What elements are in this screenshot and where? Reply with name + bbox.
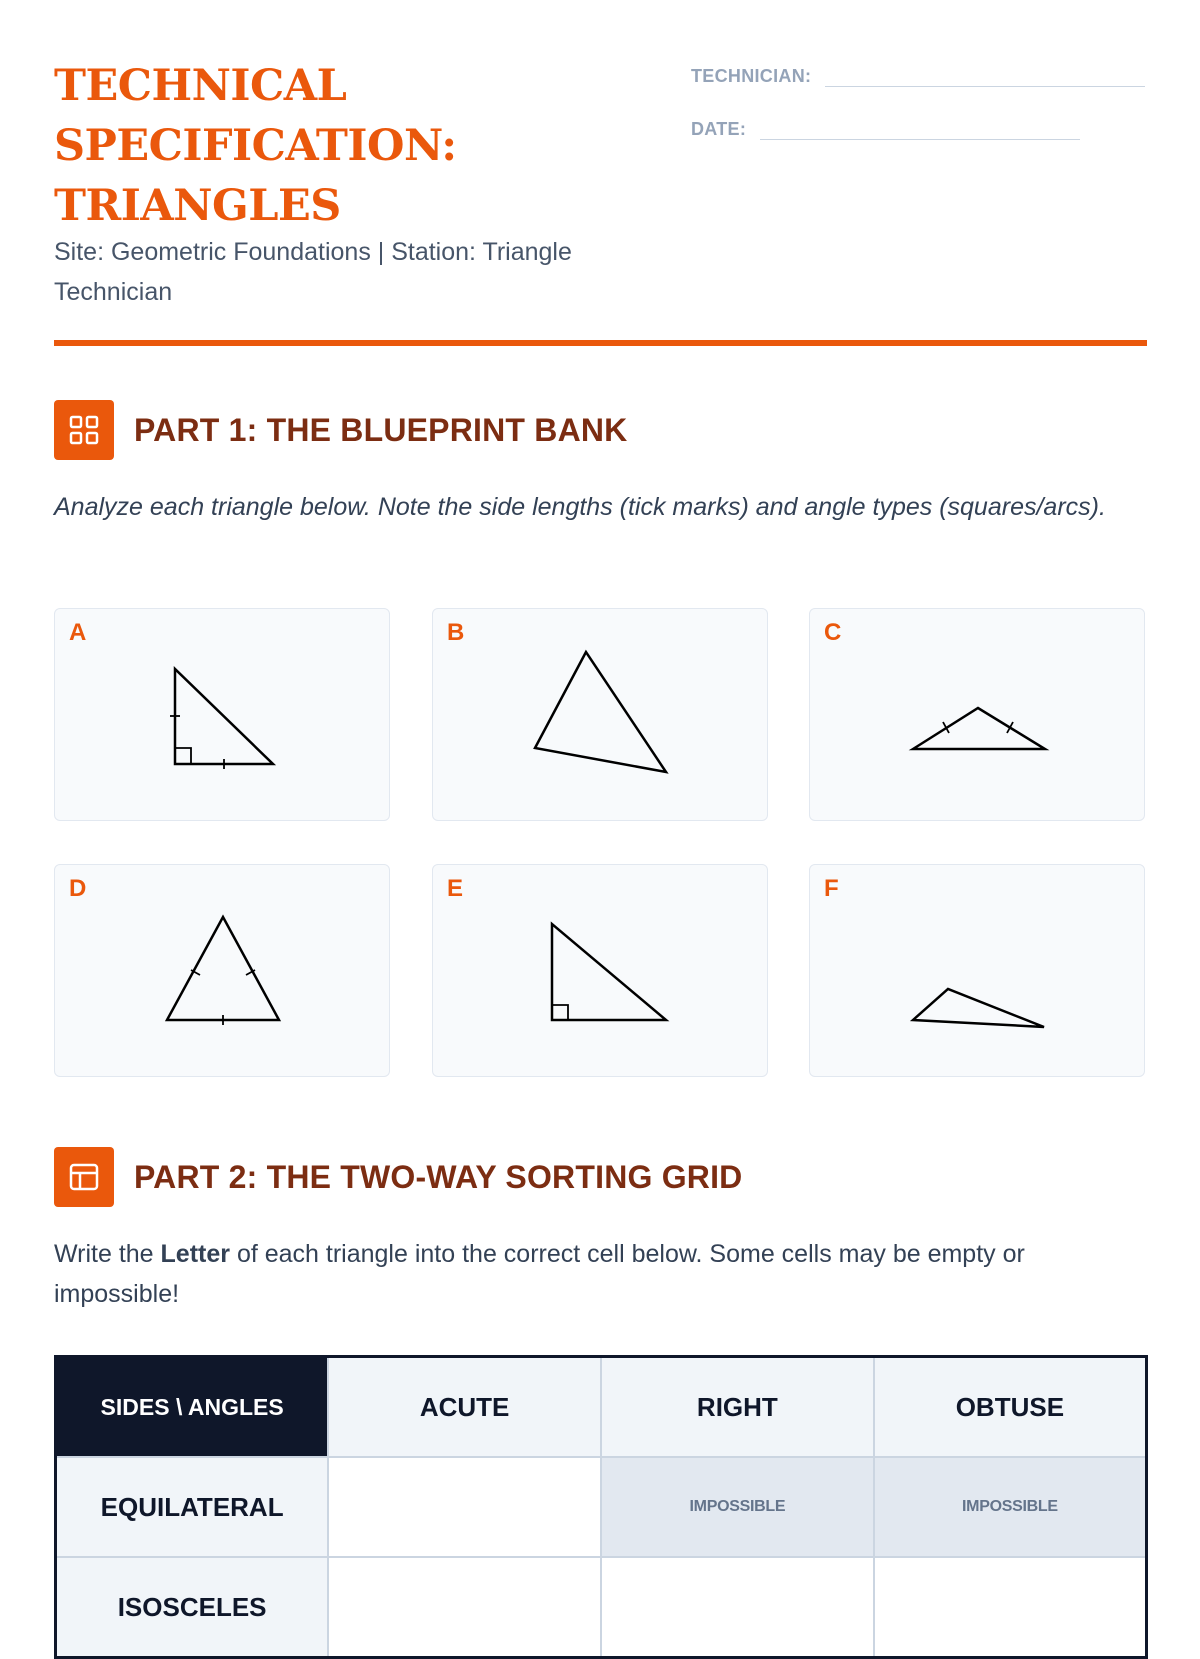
triangle-card-e xyxy=(432,864,768,1077)
triangle-card-d xyxy=(54,864,390,1077)
triangle-card-a xyxy=(54,608,390,821)
column-header-acute: ACUTE xyxy=(328,1357,601,1458)
card-letter: C xyxy=(824,619,842,646)
cell-equilateral-obtuse: IMPOSSIBLE xyxy=(874,1457,1147,1557)
cell-isosceles-obtuse[interactable] xyxy=(874,1557,1147,1658)
cell-equilateral-right: IMPOSSIBLE xyxy=(601,1457,874,1557)
title-line-3: TRIANGLES xyxy=(54,181,341,231)
part2-header xyxy=(54,1147,743,1207)
grid-row-isosceles xyxy=(56,1557,1147,1658)
instruction-text-rest: of each triangle into the correct cell below. Some cells may be empty or impossible! xyxy=(54,1240,1025,1308)
sorting-grid xyxy=(54,1355,1148,1659)
scalene-acute-triangle-b-figure xyxy=(433,609,769,822)
part1-header xyxy=(54,400,628,460)
column-header-right: RIGHT xyxy=(601,1357,874,1458)
technician-input-line[interactable] xyxy=(825,62,1145,87)
page-title xyxy=(54,56,614,236)
row-header-isosceles: ISOSCELES xyxy=(56,1557,329,1658)
page-subtitle: Site: Geometric Foundations | Station: Triangle Technician xyxy=(54,238,572,306)
card-letter: B xyxy=(447,619,465,646)
equilateral-triangle-d-figure xyxy=(55,865,391,1078)
technician-field xyxy=(691,62,1145,87)
instruction-bold-letter: Letter xyxy=(160,1240,230,1268)
title-line-2: SPECIFICATION: xyxy=(54,121,457,171)
card-letter: D xyxy=(69,875,87,902)
card-letter: E xyxy=(447,875,464,902)
part1-title: PART 1: THE BLUEPRINT BANK xyxy=(134,411,628,448)
isosceles-obtuse-triangle-c-figure xyxy=(810,609,1146,822)
instruction-text: Write the xyxy=(54,1240,161,1268)
scalene-obtuse-triangle-f-figure xyxy=(810,865,1146,1078)
part2-title: PART 2: THE TWO-WAY SORTING GRID xyxy=(134,1158,743,1195)
grid-corner-header: SIDES \ ANGLES xyxy=(56,1357,329,1458)
table-icon xyxy=(54,1147,114,1207)
date-field xyxy=(691,115,1080,140)
grid-row-equilateral xyxy=(56,1457,1147,1557)
date-label: DATE: xyxy=(691,119,747,139)
card-letter: F xyxy=(824,875,839,902)
technician-label: TECHNICIAN: xyxy=(691,66,812,86)
right-triangle-e-figure xyxy=(433,865,769,1078)
date-input-line[interactable] xyxy=(760,115,1080,140)
title-line-1: TECHNICAL xyxy=(54,61,347,111)
triangle-card-f xyxy=(809,864,1145,1077)
header-divider xyxy=(54,340,1147,346)
card-letter: A xyxy=(69,619,87,646)
part2-instructions xyxy=(54,1234,1114,1314)
cell-equilateral-acute[interactable] xyxy=(328,1457,601,1557)
cell-isosceles-acute[interactable] xyxy=(328,1557,601,1658)
triangle-card-c xyxy=(809,608,1145,821)
part1-instructions: Analyze each triangle below. Note the side lengths (tick marks) and angle types (squares/arcs). xyxy=(54,493,1106,521)
grid-icon xyxy=(54,400,114,460)
column-header-obtuse: OBTUSE xyxy=(874,1357,1147,1458)
grid-header-row xyxy=(56,1357,1147,1458)
row-header-equilateral: EQUILATERAL xyxy=(56,1457,329,1557)
triangle-card-b xyxy=(432,608,768,821)
cell-isosceles-right[interactable] xyxy=(601,1557,874,1658)
right-triangle-a-figure xyxy=(55,609,391,822)
